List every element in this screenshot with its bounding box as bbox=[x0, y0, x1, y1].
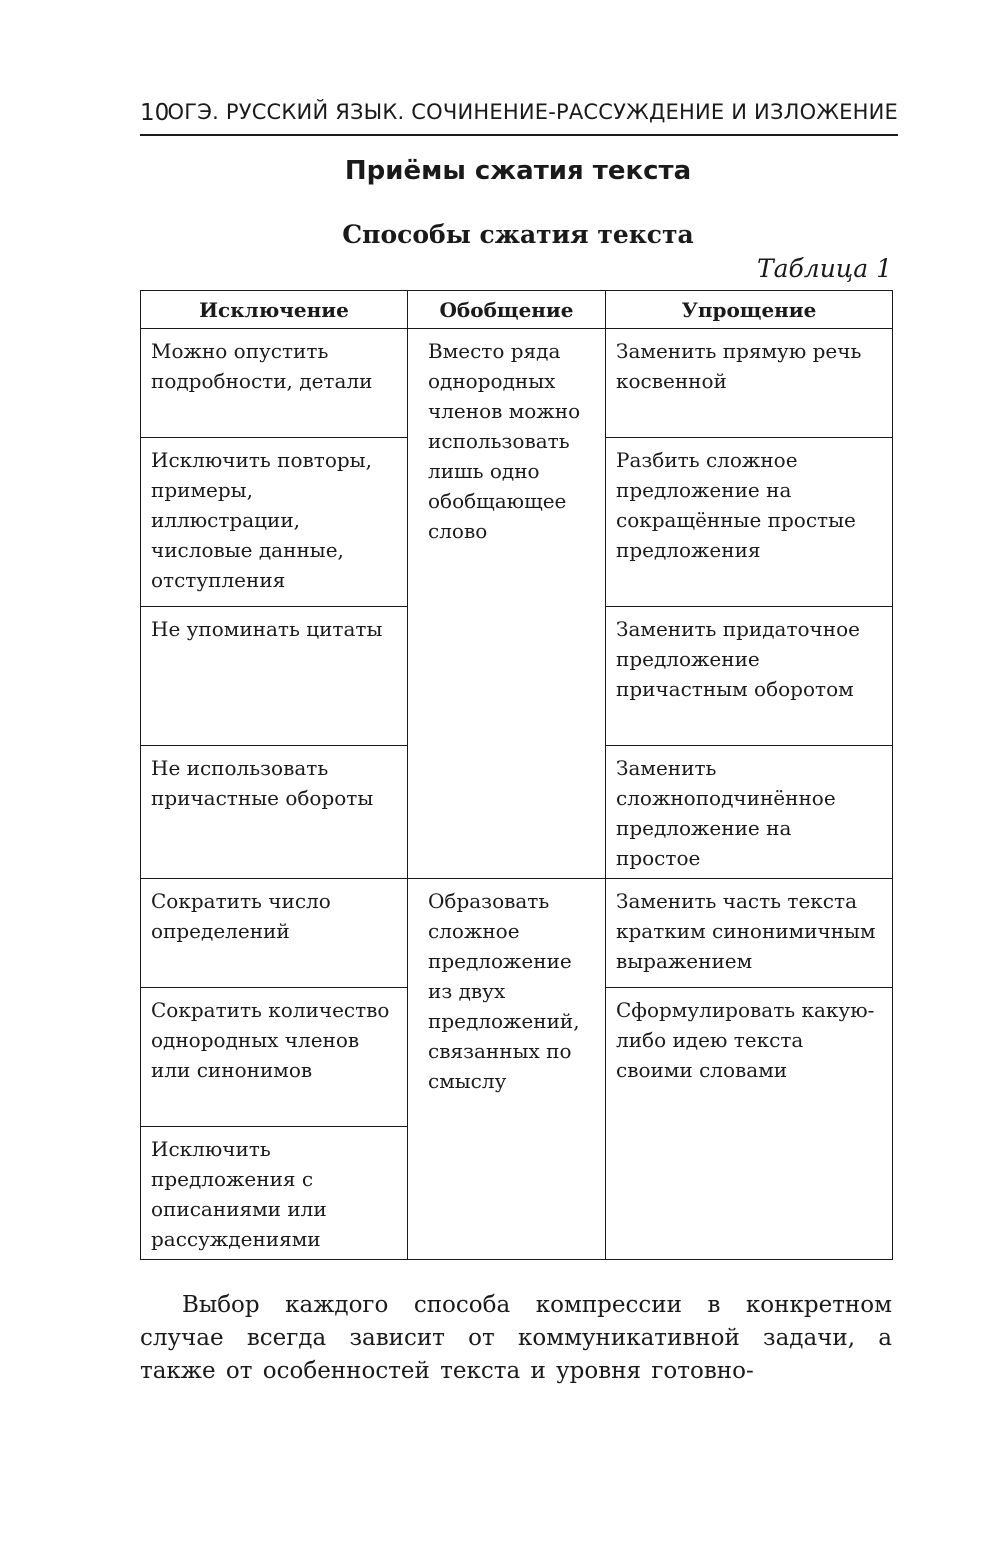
column-header-exclusion: Исключение bbox=[141, 291, 408, 329]
generalization-cell: Образовать сложное предложение из двух предложений, связанных по смыслу bbox=[408, 879, 606, 1260]
exclusion-cell: Не использовать причастные обороты bbox=[141, 746, 408, 879]
table-heading: Способы сжатия текста bbox=[342, 220, 694, 249]
simplification-cell: Заменить прямую речь косвенной bbox=[606, 329, 893, 438]
exclusion-cell: Можно опустить подробности, детали bbox=[141, 329, 408, 438]
compression-methods-table bbox=[140, 290, 893, 1260]
running-head bbox=[140, 96, 898, 136]
exclusion-cell: Сократить число определений bbox=[141, 879, 408, 988]
section-title: Приёмы сжатия текста bbox=[344, 156, 692, 186]
page-number: 10 bbox=[140, 100, 170, 126]
column-header-generalization: Обобщение bbox=[408, 291, 606, 329]
simplification-cell: Разбить сложное предложение на сокращённые простые предложения bbox=[606, 438, 893, 607]
column-header-simplification: Упрощение bbox=[606, 291, 893, 329]
exclusion-cell: Не упоминать цитаты bbox=[141, 607, 408, 746]
simplification-cell: Заменить часть текста кратким синонимичным выражением bbox=[606, 879, 893, 988]
body-paragraph: Выбор каждого способа компрессии в конкретном случае всегда зависит от коммуникативной задачи, а также от особенностей текста и уровня готовно- bbox=[140, 1292, 892, 1384]
exclusion-cell: Исключить предложения с описаниями или рассуждениями bbox=[141, 1127, 408, 1260]
table-row bbox=[141, 329, 893, 438]
simplification-cell: Заменить придаточное предложение причастным оборотом bbox=[606, 607, 893, 746]
running-title: ОГЭ. РУССКИЙ ЯЗЫК. СОЧИНЕНИЕ-РАССУЖДЕНИЕ И ИЗЛОЖЕНИЕ bbox=[167, 100, 898, 124]
simplification-cell: Заменить сложноподчинённое предложение на простое bbox=[606, 746, 893, 879]
table-label: Таблица 1 bbox=[756, 254, 892, 283]
exclusion-cell: Исключить повторы, примеры, иллюстрации, числовые данные, отступления bbox=[141, 438, 408, 607]
table-header-row bbox=[141, 291, 893, 329]
simplification-cell: Сформулировать какую-либо идею текста своими словами bbox=[606, 988, 893, 1260]
generalization-cell: Вместо ряда однородных членов можно использовать лишь одно обобщающее слово bbox=[408, 329, 606, 879]
table-row bbox=[141, 879, 893, 988]
exclusion-cell: Сократить количество однородных членов или синонимов bbox=[141, 988, 408, 1127]
